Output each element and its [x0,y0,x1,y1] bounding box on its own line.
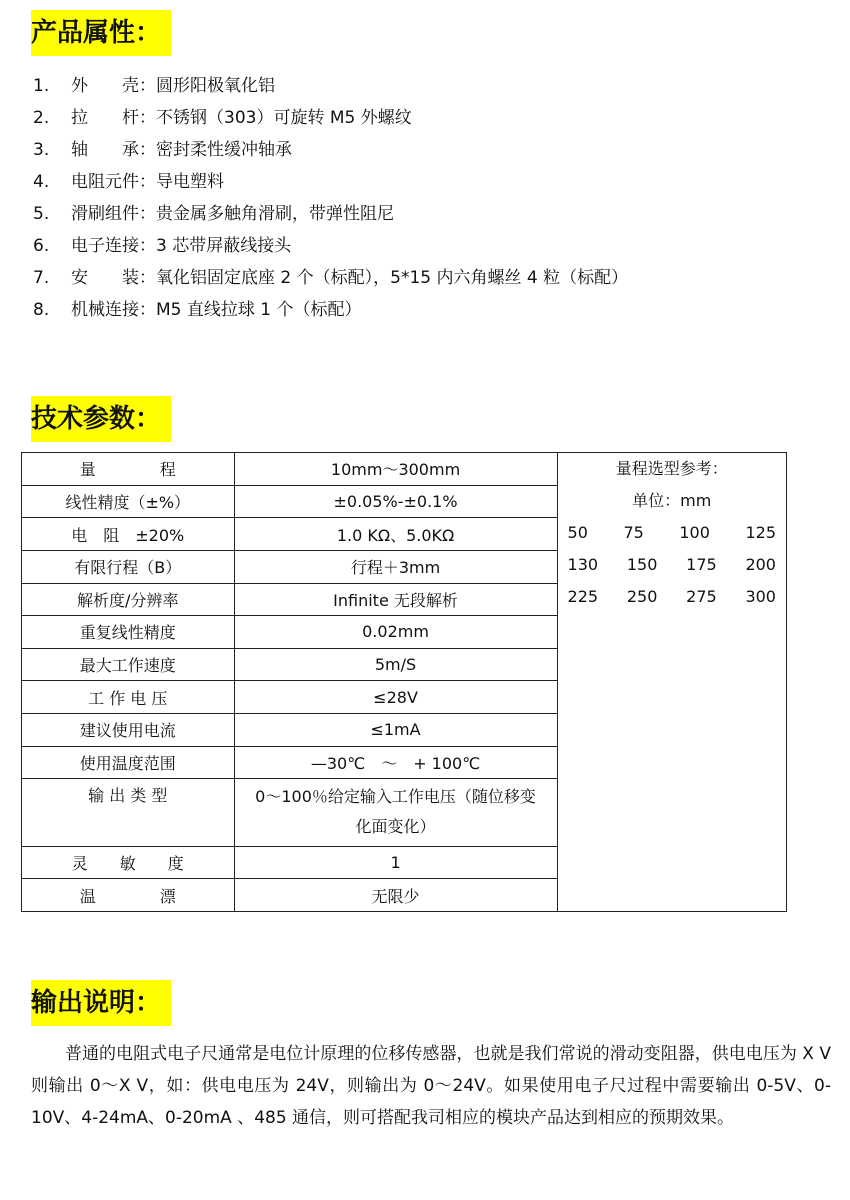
attribute-number: 5. [33,204,50,224]
attribute-number: 6. [33,236,50,256]
range-value: 125 [745,523,776,542]
attribute-value: 贵金属多触角滑刷，带弹性阻尼 [156,204,394,224]
product-attributes-heading: 产品属性： [31,10,171,56]
spec-value: 行程＋3mm [234,550,557,583]
attribute-number: 1. [33,76,50,96]
spec-param: 使用温度范围 [22,746,235,779]
spec-value: ±0.05%-±0.1% [234,485,557,518]
output-description-heading: 输出说明： [31,980,171,1026]
spec-value: Infinite 无段解析 [234,583,557,616]
attribute-key: 机械连接： [71,300,156,320]
spec-value: 0～100％给定输入工作电压（随位移变化面变化） [234,779,557,846]
spec-value: 0.02mm [234,616,557,649]
attribute-value: 密封柔性缓冲轴承 [156,140,292,160]
spec-row [22,453,787,486]
spec-param: 输 出 类 型 [22,779,235,846]
range-reference-row [558,549,786,581]
range-value: 275 [686,587,717,606]
spec-param: 量 程 [22,453,235,486]
attribute-item [33,70,833,102]
range-value: 300 [745,587,776,606]
attribute-value: 氧化铝固定底座 2 个（标配），5*15 内六角螺丝 4 粒（标配） [156,268,629,288]
spec-value: 5m/S [234,648,557,681]
spec-value: ≤1mA [234,714,557,747]
spec-value: —30℃ ～ + 100℃ [234,746,557,779]
spec-param: 重复线性精度 [22,616,235,649]
range-reference-title: 量程选型参考： [615,459,728,478]
spec-param: 最大工作速度 [22,648,235,681]
range-value: 250 [626,587,658,606]
attribute-number: 4. [33,172,50,192]
spec-param: 工 作 电 压 [22,681,235,714]
technical-specs-heading: 技术参数： [31,396,171,442]
output-description-paragraph: 普通的电阻式电子尺通常是电位计原理的位移传感器，也就是我们常说的滑动变阻器，供电电压为 X V 则输出 0～X V，如：供电电压为 24V，则输出为 0～24V。如果使用电子尺过程中需要输出 0-5V、0-10V、4-24mA、0-20mA 、485 通信，则可搭配我司相应的模块产品达到相应的预期效果。 [31,1044,831,1128]
attribute-item [33,198,833,230]
range-value: 225 [567,587,599,606]
attribute-item [33,294,833,326]
spec-value: 1.0 KΩ、5.0KΩ [234,518,557,551]
attribute-number: 8. [33,300,50,320]
spec-value: ≤28V [234,681,557,714]
spec-param: 灵 敏 度 [22,846,235,879]
spec-value: 10mm～300mm [234,453,557,486]
spec-param: 线性精度（±%） [22,485,235,518]
spec-param: 解析度/分辨率 [22,583,235,616]
attribute-key: 拉 杆： [71,108,156,128]
attribute-value: 3 芯带屏蔽线接头 [156,236,292,256]
spec-value: 1 [234,846,557,879]
range-value: 175 [686,555,717,574]
attribute-value: 不锈钢（303）可旋转 M5 外螺纹 [156,108,412,128]
range-value: 130 [567,555,599,574]
spec-param: 温 漂 [22,879,235,912]
attribute-number: 7. [33,268,50,288]
range-reference-row [558,517,786,549]
range-reference-unit: 单位：mm [632,491,712,510]
spec-param: 电 阻 ±20% [22,518,235,551]
spec-value: 无限少 [234,879,557,912]
attribute-item [33,102,833,134]
attribute-value: M5 直线拉球 1 个（标配） [156,300,362,320]
range-value: 200 [745,555,776,574]
technical-specs-table [21,452,787,912]
range-value: 150 [626,555,658,574]
attribute-key: 滑刷组件： [71,204,156,224]
attribute-key: 外 壳： [71,76,156,96]
attribute-item [33,166,833,198]
attribute-value: 圆形阳极氧化铝 [156,76,275,96]
attribute-value: 导电塑料 [156,172,224,192]
spec-param: 有限行程（B） [22,550,235,583]
attribute-number: 3. [33,140,50,160]
attribute-item [33,262,833,294]
attribute-key: 安 装： [71,268,156,288]
spec-param: 建议使用电流 [22,714,235,747]
range-value: 75 [623,523,644,542]
range-value: 100 [679,523,710,542]
attribute-number: 2. [33,108,50,128]
attribute-key: 电阻元件： [71,172,156,192]
output-description [31,1038,831,1134]
product-attributes-list [33,70,833,326]
attribute-key: 轴 承： [71,140,156,160]
attribute-item [33,134,833,166]
attribute-item [33,230,833,262]
range-reference-row [558,581,786,613]
attribute-key: 电子连接： [71,236,156,256]
range-reference [557,453,786,912]
range-value: 50 [567,523,588,542]
